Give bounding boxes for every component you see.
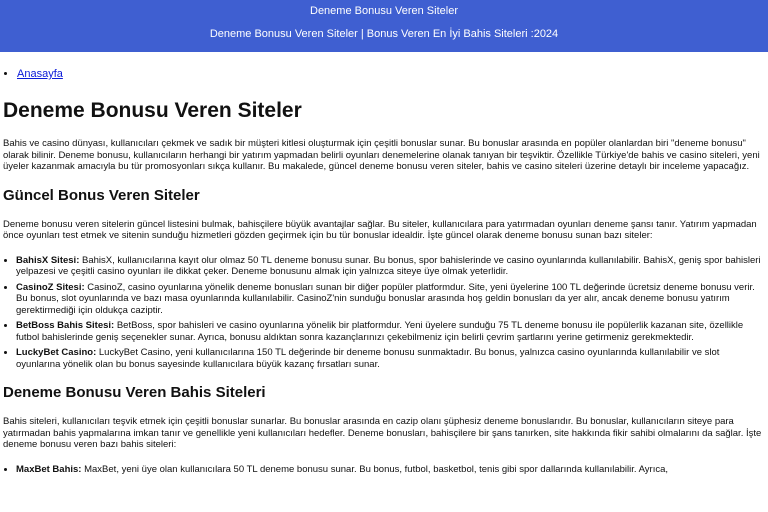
section-paragraph-current-bonus: Deneme bonusu veren sitelerin güncel listesini bulmak, bahisçilere büyük avantajlar sağlar. Bu siteler, kullanıcılara para yatırmadan oyunları deneme şansı tanır. Yatırım yapmadan önce oyunları test etmek ve sitenin sunduğu hizmetleri gözden geçirmek için bu tür bonuslar idealdir. İşte güncel olarak deneme bonusu sunan bazı siteler: <box>3 218 757 241</box>
list-item <box>16 347 762 370</box>
list-item-text: BetBoss, spor bahisleri ve casino oyunlarına yönelik bir platformdur. Yeni üyelere sunduğu 75 TL deneme bonusu ile popülerlik kazanan site, özellikle futbol bahislerinde geniş seçenekler sunar. Ayrıca, bonusu aldıktan sonra kazançlarınızı çekebilmeniz için belirli çevrim şartlarını yerine getirmeniz gerekmektedir. <box>16 320 744 343</box>
list-item-text: LuckyBet Casino, yeni kullanıcılarına 150 TL değerinde bir deneme bonusu sunmaktadır. Bu bonus, yalnızca casino oyunlarında kullanılabilir ve slot oyunlarına yönelik olan bu bonus sayesinde kullanıcılara büyük kazanç fırsatları sunar. <box>16 347 720 370</box>
section-heading-betting-sites: Deneme Bonusu Veren Bahis Siteleri <box>3 384 266 401</box>
site-title: Deneme Bonusu Veren Siteler <box>310 5 458 17</box>
list-item-title: BahisX Sitesi: <box>16 254 80 266</box>
list-item-text: CasinoZ, casino oyunlarına yönelik deneme bonusları sunan bir diğer popüler platformdur. Site, yeni üyelerine 100 TL değerinde ücretsiz deneme bonusu verir. Bu bonus, slot oyunlarında ve bazı masa oyunlarında kullanılabilir. CasinoZ'nin sunduğu bonuslar arasında hoş geldin bonusları da yer alır, ancak deneme bonusu yatırım gerektirmediği için oldukça caziptir. <box>16 281 755 316</box>
list-item-title: LuckyBet Casino: <box>16 347 97 358</box>
article-content <box>0 99 768 475</box>
site-list-current-bonus <box>3 255 762 371</box>
site-list-betting-sites <box>3 464 762 476</box>
section-heading-current-bonus: Güncel Bonus Veren Siteler <box>3 186 200 204</box>
home-link[interactable]: Anasayfa <box>17 68 63 80</box>
section-paragraph-betting-sites: Bahis siteleri, kullanıcıları teşvik etmek için çeşitli bonuslar sunarlar. Bu bonuslar arasında en cazip olanı şüphesiz deneme bonuslarıdır. Bu bonuslar, kullanıcıların siteye para yatırmadan bahis yapmalarına imkan tanır ve genellikle yeni kullanıcıları hedefler. Deneme bonusları, bahisçilere bir şans tanırken, site hakkında fikir sahibi olmalarını da sağlar. İşte deneme bonusu veren bazı bahis siteleri: <box>3 416 762 450</box>
nav-item-home <box>17 68 768 80</box>
list-item <box>16 320 762 343</box>
list-item-text: BahisX, kullanıcılarına kayıt olur olmaz 50 TL deneme bonusu sunar. Bu bonus, spor bahislerinde ve casino oyunlarında kullanılabilir. BahisX, geniş spor bahisleri yelpazesi ve çeşitli casino oyunları ile dikkat çeker. Deneme bonusunu almak için yalnızca siteye üye olmak yeterlidir. <box>16 254 761 277</box>
list-item <box>16 282 762 317</box>
site-header <box>0 0 768 52</box>
page-title: Deneme Bonusu Veren Siteler <box>3 99 302 122</box>
list-item <box>16 255 762 278</box>
list-item-title: MaxBet Bahis: <box>16 463 82 475</box>
list-item-title: CasinoZ Sitesi: <box>16 281 85 293</box>
list-item <box>16 464 762 476</box>
intro-paragraph: Bahis ve casino dünyası, kullanıcıları çekmek ve sadık bir müşteri kitlesi oluşturmak için çeşitli bonuslar sunar. Bu bonuslar arasında en popüler olanlardan biri "deneme bonusu" olarak bilinir. Deneme bonusu, kullanıcıların herhangi bir yatırım yapmadan belirli oyunları denemelerine olanak tanıyan bir teşviktir. Özellikle Türkiye'de bahis ve casino siteleri, yeni üyeler kazanmak amacıyla bu tür promosyonları sıkça kullanır. Bu makalede, güncel deneme bonusu veren siteler, bahis ve casino siteleri üzerine detaylı bir inceleme yapacağız. <box>3 138 760 172</box>
site-tagline: Deneme Bonusu Veren Siteler | Bonus Veren En İyi Bahis Siteleri :2024 <box>209 28 559 40</box>
nav-menu <box>0 68 768 80</box>
list-item-text: MaxBet, yeni üye olan kullanıcılara 50 TL deneme bonusu sunar. Bu bonus, futbol, basketbol, tenis gibi spor dallarında kullanılabilir. Ayrıca, <box>81 463 669 475</box>
list-item-title: BetBoss Bahis Sitesi: <box>16 320 115 331</box>
